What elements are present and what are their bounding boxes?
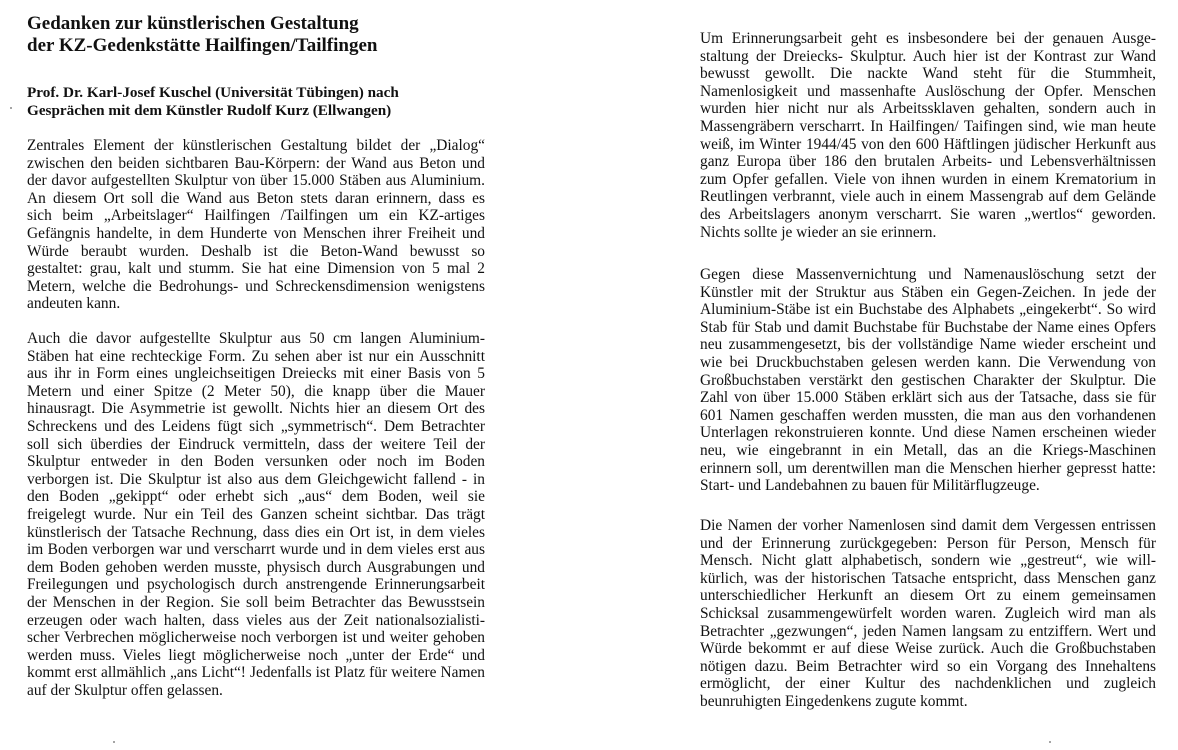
text-line: erzeugen oder wach halten, dass vieles aus der Zeit nationalsozialisti-	[27, 611, 485, 629]
text-line: zum Opfer gefallen. Viele von ihnen wurden in einem Krematorium in	[700, 170, 1156, 188]
text-line: nötigen dazu. Beim Betrachter wird so ein Vorgang des Innehaltens	[700, 657, 1156, 675]
text-line: wurden hier nicht nur als Arbeitssklaven gehalten, sondern auch in	[700, 100, 1156, 118]
text-line: staltung der Dreiecks- Skulptur. Auch hier ist der Kontrast zur Wand	[700, 47, 1156, 65]
author-byline	[27, 84, 399, 120]
text-line: Großbuchstaben verstärkt den gestischen Charakter der Skulptur. Die	[700, 371, 1156, 389]
text-line: aus ihr in Form eines ungleichseitigen Dreiecks mit einer Basis von 5	[27, 365, 485, 383]
text-line: Reutlingen verbrannt, viele auch in einem Massengrab auf dem Gelände	[700, 188, 1156, 206]
text-line: Schreckens und des Leidens fügt sich „symmetrisch“. Dem Betrachter	[27, 417, 485, 435]
title-line-2: der KZ-Gedenkstätte Hailfingen/Tailfingen	[27, 35, 378, 56]
paragraph-sculpture-form	[27, 330, 485, 699]
text-line: weiß, im Winter 1944/45 von den 600 Häftlingen jüdischer Herkunft aus	[700, 135, 1156, 153]
text-line: soll sich überdies der Eindruck vermitteln, dass der weitere Teil der	[27, 435, 485, 453]
text-line: Nichts sollte je wieder an sie erinnern.	[700, 223, 937, 241]
text-line: hinausragt. Die Asymmetrie ist gewollt. Nichts hier an diesem Ort des	[27, 400, 485, 418]
text-line: der davor aufgestellten Skulptur von über 15.000 Stäben aus Aluminium.	[27, 172, 485, 190]
text-line: Zentrales Element der künstlerischen Gestaltung bildet der „Dialog“	[27, 137, 485, 154]
text-line: Die Namen der vorher Namenlosen sind damit dem Vergessen entrissen	[700, 517, 1156, 534]
paragraph-remembrance	[700, 30, 1156, 241]
text-line: andeuten kann.	[27, 295, 121, 313]
scan-speck	[113, 741, 115, 743]
text-line: auf der Skulptur offen gelassen.	[27, 681, 223, 699]
paragraph-names-returned	[700, 517, 1156, 711]
text-line: den Boden „gekippt“ oder erhebt sich „aus“ dem Boden, weil sie	[27, 488, 485, 506]
text-line: neu, wie eingebrannt in ein Metall, das an die Kriegs-Maschinen	[700, 441, 1156, 459]
text-line: Gegen diese Massenvernichtung und Namenauslöschung setzt der	[700, 266, 1156, 283]
text-line: Schicksal zusammengewürfelt worden waren. Zugleich wird man als	[700, 604, 1156, 622]
scan-speck	[10, 107, 12, 109]
text-line: Betrachter „gezwungen“, jeden Namen langsam zu entziffern. Wert und	[700, 622, 1156, 640]
text-line: Stab für Stab und damit Buchstabe für Buchstabe der Name eines Opfers	[700, 318, 1156, 336]
text-line: ermöglicht, der einer Kultur des nachdenklichen und zugleich	[700, 675, 1156, 693]
text-line: ganz Europa über 186 den brutalen Arbeits- und Lebensverhältnissen	[700, 153, 1156, 171]
text-line: Gefängnis handelte, in dem Hunderte von Menschen ihrer Freiheit und	[27, 224, 485, 242]
title-line-1: Gedanken zur künstlerischen Gestaltung	[27, 13, 359, 34]
text-line: Würde bekommt er auf diese Weise zurück. Auch die Großbuchstaben	[700, 640, 1156, 658]
text-line: Stäben hat eine rechteckige Form. Zu sehen aber ist nur ein Ausschnitt	[27, 347, 485, 365]
text-line: zwischen den beiden sichtbaren Bau-Körpern: der Wand aus Beton und	[27, 154, 485, 172]
text-line: Auch die davor aufgestellte Skulptur aus 50 cm langen Aluminium-	[27, 330, 485, 347]
byline-line-2: Gesprächen mit dem Künstler Rudolf Kurz (Ellwangen)	[27, 102, 392, 119]
text-line: wie bei Druckbuchstaben gelesen werden kann. Die Verwendung von	[700, 353, 1156, 371]
text-line: Würde beraubt wurden. Deshalb ist die Beton-Wand bewusst so	[27, 242, 485, 260]
text-line: scher Verbrechen möglicherweise noch verborgen ist und weiter gehoben	[27, 629, 485, 647]
text-line: erinnern soll, um derentwillen man die Menschen hierher gepresst hatte:	[700, 459, 1156, 477]
text-line: künstlerisch der Tatsache Rechnung, dass dies ein Ort ist, in dem vieles	[27, 523, 485, 541]
text-line: Massengräbern verscharrt. In Hailfingen/ Taifingen sind, wie man heute	[700, 117, 1156, 135]
paragraph-counter-sign	[700, 266, 1156, 495]
text-line: neu zusammengesetzt, bis der vollständige Name wieder erscheint und	[700, 336, 1156, 354]
text-line: dem Boden gehoben werden musste, physisch durch Ausgrabungen und	[27, 558, 485, 576]
text-line: Namenlosigkeit und massenhafte Auslöschung der Opfer. Menschen	[700, 82, 1156, 100]
text-line: Freilegungen und psychologisch durch anstrengende Erinnerungsarbeit	[27, 576, 485, 594]
text-line: An diesem Ort soll die Wand aus Beton stets daran erinnern, dass es	[27, 189, 485, 207]
paragraph-dialog	[27, 137, 485, 313]
text-line: freigelegt wurde. Nur ein Teil des Ganzen scheint sichtbar. Das trägt	[27, 505, 485, 523]
text-line: Mensch. Nicht glatt alphabetisch, sondern wie „gestreut“, wie will-	[700, 552, 1156, 570]
text-line: im Boden verborgen war und verscharrt wurde und in dem vieles erst aus	[27, 541, 485, 559]
text-line: Zahl von über 15.000 Stäben erklärt sich aus der Tatsache, dass sie für	[700, 389, 1156, 407]
text-line: bewusst gewollt. Die nackte Wand steht für die Stummheit,	[700, 65, 1156, 83]
text-line: beunruhigten Eingedenkens zugute kommt.	[700, 692, 968, 710]
text-line: Start- und Landebahnen zu bauen für Militärflugzeuge.	[700, 477, 1040, 495]
text-line: sich beim „Arbeitslager“ Hailfingen /Tailfingen um ein KZ-artiges	[27, 207, 485, 225]
text-line: kommt erst allmählich „ans Licht“! Jedenfalls ist Platz für weitere Namen	[27, 664, 485, 682]
text-line: des Arbeitslagers anonym verscharrt. Sie waren „wertlos“ geworden.	[700, 205, 1156, 223]
text-line: und der Erinnerung zurückgegeben: Person für Person, Mensch für	[700, 534, 1156, 552]
text-line: unterschiedlicher Herkunft an diesem Ort zu einem gemeinsamen	[700, 587, 1156, 605]
text-line: Unterlagen rekonstruieren konnte. Und diese Namen erscheinen wieder	[700, 424, 1156, 442]
text-line: gestaltet: grau, kalt und stumm. Sie hat eine Dimension von 5 mal 2	[27, 260, 485, 278]
text-line: werden muss. Vieles liegt möglicherweise noch „unter der Erde“ und	[27, 646, 485, 664]
text-line: 601 Namen geschaffen werden mussten, die man aus den vorhandenen	[700, 406, 1156, 424]
document-title	[27, 13, 377, 57]
scan-speck	[1049, 741, 1051, 743]
text-line: Metern, welche die Bedrohungs- und Schreckensdimension wenigstens	[27, 277, 485, 295]
text-line: Aluminium-Stäbe ist ein Buchstabe des Alphabets „eingekerbt“. So wird	[700, 301, 1156, 319]
text-line: kürlich, was der historischen Tatsache entspricht, dass Menschen ganz	[700, 569, 1156, 587]
text-line: Künstler mit der Struktur aus Stäben ein Gegen-Zeichen. In jede der	[700, 283, 1156, 301]
text-line: der Menschen in der Region. Sie soll beim Betrachter das Bewusstsein	[27, 593, 485, 611]
text-line: Skulptur entweder in den Boden versunken oder noch im Boden	[27, 453, 485, 471]
byline-line-1: Prof. Dr. Karl-Josef Kuschel (Universität Tübingen) nach	[27, 84, 399, 101]
text-line: Um Erinnerungsarbeit geht es insbesondere bei der genauen Ausge-	[700, 30, 1156, 47]
text-line: verborgen ist. Die Skulptur ist also aus dem Gleichgewicht fallend - in	[27, 470, 485, 488]
text-line: Metern und einer Spitze (2 Meter 50), die knapp über die Mauer	[27, 382, 485, 400]
